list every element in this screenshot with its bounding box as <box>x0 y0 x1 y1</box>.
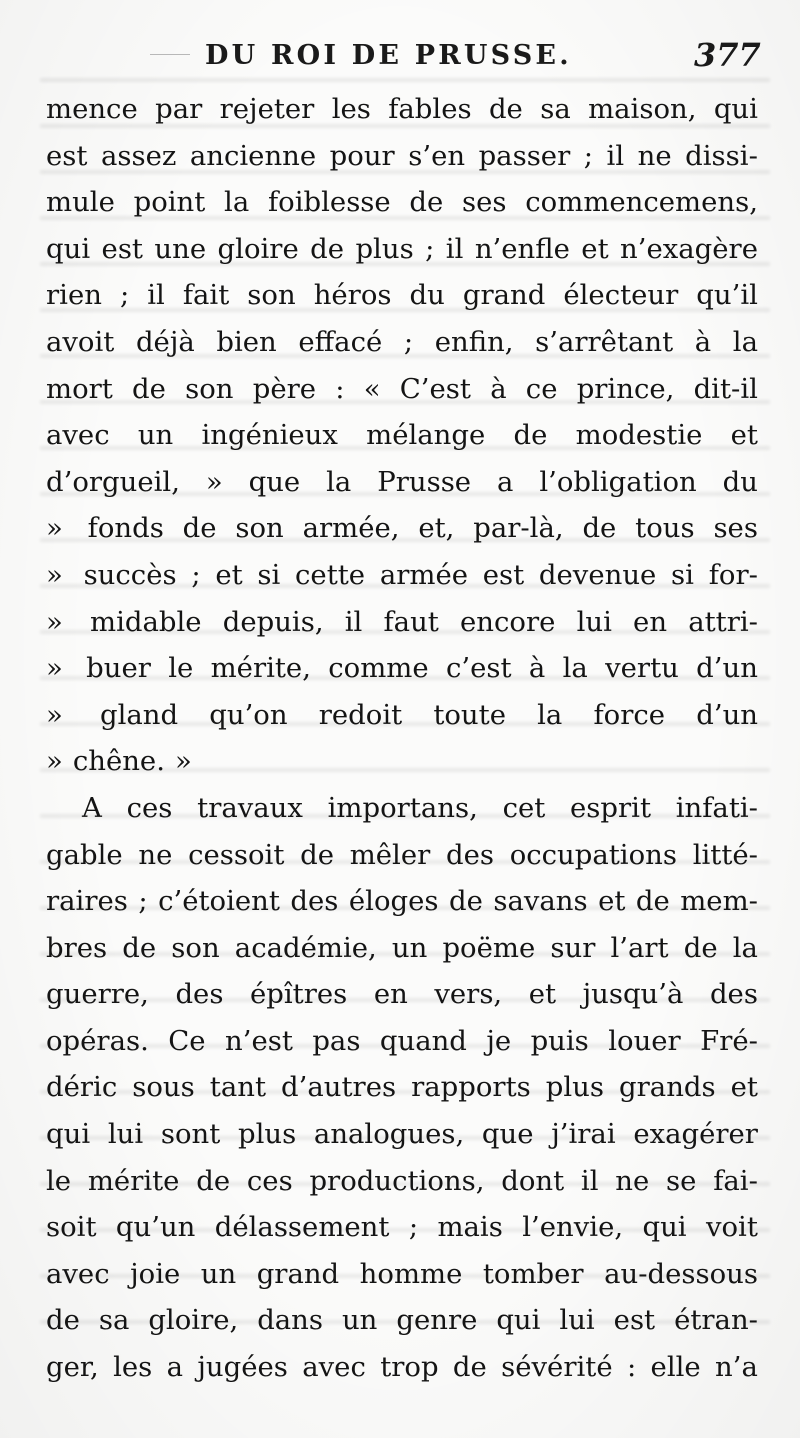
word: la <box>224 186 250 219</box>
word: et <box>581 232 609 265</box>
text-line <box>46 1251 758 1298</box>
word: : <box>335 372 345 405</box>
word: devenue <box>538 558 657 591</box>
word: et <box>730 1071 758 1104</box>
word: sévérité <box>501 1351 613 1384</box>
word: succès <box>83 558 177 591</box>
word: qu’on <box>209 698 288 731</box>
word: plus <box>237 1118 297 1151</box>
word: a <box>166 1351 184 1384</box>
word: se <box>666 1164 697 1197</box>
word: d’un <box>696 652 758 685</box>
word: homme <box>359 1257 463 1290</box>
word: bien <box>216 325 277 358</box>
word: un <box>137 419 174 452</box>
word: » <box>46 512 63 545</box>
text-line <box>46 86 758 133</box>
word: quand <box>379 1024 467 1057</box>
header-dash <box>150 54 190 55</box>
word: ; <box>119 279 130 312</box>
word: ; <box>191 558 201 591</box>
word: et, <box>418 512 455 545</box>
word: le <box>168 652 194 685</box>
word: est <box>482 558 525 591</box>
word: » <box>205 465 223 498</box>
word: par-là, <box>473 512 564 545</box>
word: bres <box>46 931 108 964</box>
word: vers, <box>434 978 503 1011</box>
text-line <box>46 133 758 180</box>
word: à <box>528 652 546 685</box>
text-line <box>46 645 758 692</box>
word: n’enfle <box>474 232 570 265</box>
text-line <box>46 738 758 785</box>
word: d’autres <box>281 1071 397 1104</box>
page-number: 377 <box>694 36 761 74</box>
word: force <box>593 698 666 731</box>
word: sont <box>160 1118 221 1151</box>
word: ne <box>138 838 173 871</box>
word: fait <box>182 279 230 312</box>
word: ; <box>425 232 435 265</box>
word: académie, <box>234 931 377 964</box>
word: de <box>409 186 444 219</box>
word: mule <box>46 186 115 219</box>
word: qui <box>642 1211 687 1244</box>
text-line <box>46 1204 758 1251</box>
word: lui <box>107 1118 144 1151</box>
word: elle <box>650 1351 701 1384</box>
word: sa <box>98 1304 130 1337</box>
word: de <box>46 1304 80 1337</box>
word: avec <box>46 1257 110 1290</box>
word: ; <box>403 325 414 358</box>
word: » <box>46 605 63 638</box>
word: gable <box>46 838 123 871</box>
word: » <box>174 745 192 778</box>
word: il <box>147 279 165 312</box>
word: raires <box>46 885 128 918</box>
word: est <box>101 232 143 265</box>
word: qui <box>713 93 758 125</box>
word: son <box>185 372 234 405</box>
word: ; <box>408 1211 419 1244</box>
word: l’art <box>610 931 669 964</box>
word: joie <box>130 1257 181 1290</box>
word: c’étoient <box>158 885 280 918</box>
word: ne <box>637 139 672 172</box>
word: sur <box>550 931 596 964</box>
word: » <box>46 745 63 778</box>
text-line <box>46 878 758 925</box>
word: mence <box>46 93 138 125</box>
word: sa <box>540 93 571 125</box>
word: mêler <box>349 838 431 871</box>
text-line <box>46 552 758 599</box>
word: d’un <box>696 698 758 731</box>
text-line <box>46 319 758 366</box>
word: déjà <box>135 325 195 358</box>
word: de <box>196 1164 231 1197</box>
word: lui <box>559 1304 595 1337</box>
word: grands <box>619 1071 716 1104</box>
word: l’obligation <box>539 465 697 498</box>
word: infati- <box>675 791 758 824</box>
word: son <box>247 279 296 312</box>
word: mérite, <box>210 652 311 685</box>
word: poëme <box>442 931 536 964</box>
word: A <box>82 791 102 824</box>
word: commencemens, <box>525 186 758 219</box>
word: que <box>248 465 301 498</box>
word: armée <box>379 558 468 591</box>
word: délassement <box>214 1211 390 1244</box>
word: depuis, <box>222 605 324 638</box>
word: guerre, <box>46 978 149 1011</box>
word: maison, <box>588 93 697 125</box>
word: fables <box>388 93 472 125</box>
word: rejeter <box>219 93 315 125</box>
page-header <box>0 36 800 76</box>
word: mort <box>46 372 113 405</box>
word: trop <box>380 1351 439 1384</box>
word: fonds <box>87 512 164 545</box>
word: de <box>452 1351 487 1384</box>
word: de <box>132 372 166 405</box>
word: analogues, <box>313 1118 465 1151</box>
word: et <box>215 558 243 591</box>
word: qui <box>46 1118 91 1151</box>
word: grand <box>256 1257 340 1290</box>
word: étran- <box>674 1304 758 1337</box>
word: ancienne <box>189 139 317 172</box>
word: jugées <box>197 1351 288 1384</box>
word: travaux <box>197 791 303 824</box>
text-line <box>46 1158 758 1205</box>
word: C’est <box>399 372 471 405</box>
word: la <box>732 931 758 964</box>
word: des <box>709 978 758 1011</box>
word: qui <box>496 1304 541 1337</box>
word: tomber <box>482 1257 584 1290</box>
word: n’exagère <box>620 232 758 265</box>
word: héros <box>313 279 392 312</box>
word: prince, <box>576 372 675 405</box>
word: buer <box>86 652 151 685</box>
word: de <box>582 512 617 545</box>
word: comme <box>328 652 429 685</box>
word: for- <box>708 558 758 591</box>
word: n’a <box>715 1351 758 1384</box>
word: je <box>486 1024 512 1057</box>
text-line <box>46 459 758 506</box>
word: de <box>488 93 523 125</box>
word: de <box>310 232 345 265</box>
word: si <box>257 558 281 591</box>
word: en <box>373 978 408 1011</box>
word: occupations <box>509 838 677 871</box>
word: s’en <box>408 139 466 172</box>
word: esprit <box>570 791 652 824</box>
word: Fré- <box>700 1024 758 1057</box>
word: à <box>490 372 507 405</box>
word: ingénieux <box>201 419 338 452</box>
word: l’envie, <box>522 1211 624 1244</box>
word: de <box>448 885 483 918</box>
word: avec <box>302 1351 366 1384</box>
word: a <box>497 465 514 498</box>
word: de <box>635 885 670 918</box>
word: puis <box>530 1024 589 1057</box>
word: un <box>341 1304 378 1337</box>
word: : <box>626 1351 637 1384</box>
word: rien <box>46 279 102 312</box>
word: éloges <box>348 885 439 918</box>
word: si <box>671 558 694 591</box>
word: un <box>391 931 428 964</box>
text-line <box>46 692 758 739</box>
word: savans <box>493 885 588 918</box>
body-text <box>46 86 758 1391</box>
word: gloire <box>217 232 299 265</box>
word: les <box>113 1351 153 1384</box>
word: genre <box>396 1304 478 1337</box>
word: et <box>528 978 557 1011</box>
word: passer <box>478 139 571 172</box>
word: sous <box>132 1071 195 1104</box>
word: n’est <box>225 1024 293 1057</box>
word: de <box>513 419 548 452</box>
word: un <box>200 1257 237 1290</box>
word: père <box>252 372 317 405</box>
text-line <box>46 226 758 273</box>
word: » <box>46 652 63 685</box>
word: par <box>155 93 203 125</box>
word: dit-il <box>693 372 758 405</box>
word: mélange <box>366 419 486 452</box>
word: rapports <box>411 1071 531 1104</box>
word: des <box>175 978 224 1011</box>
word: » <box>46 558 63 591</box>
word: s’arrêtant <box>535 325 674 358</box>
word: louer <box>608 1024 681 1057</box>
word: ger, <box>46 1351 99 1384</box>
word: armée, <box>302 512 400 545</box>
word: en <box>633 605 668 638</box>
text-line <box>46 925 758 972</box>
word: encore <box>460 605 556 638</box>
word: d’orgueil, <box>46 465 180 498</box>
word: que <box>481 1118 534 1151</box>
text-line <box>46 971 758 1018</box>
word: qu’il <box>696 279 758 312</box>
word: productions, <box>309 1164 485 1197</box>
word: plus <box>355 232 414 265</box>
text-line <box>46 1111 758 1158</box>
word: faut <box>383 605 439 638</box>
word: son <box>235 512 284 545</box>
word: mais <box>437 1211 503 1244</box>
word: chêne. <box>72 745 165 778</box>
word: « <box>363 372 381 405</box>
word: voit <box>705 1211 758 1244</box>
word: il <box>445 232 464 265</box>
word: assez <box>100 139 177 172</box>
word: du <box>722 465 758 498</box>
word: avec <box>46 419 110 452</box>
word: ses <box>713 512 758 545</box>
word: il <box>344 605 363 638</box>
word: fai- <box>713 1164 758 1197</box>
word: pour <box>329 139 395 172</box>
text-line <box>46 272 758 319</box>
word: j’irai <box>551 1118 616 1151</box>
word: de <box>122 931 157 964</box>
word: cet <box>502 791 546 824</box>
word: de <box>182 512 217 545</box>
word: des <box>445 838 494 871</box>
text-line <box>46 832 758 879</box>
word: la <box>562 652 588 685</box>
word: grand <box>462 279 546 312</box>
text-line <box>46 366 758 413</box>
word: et <box>730 419 758 452</box>
word: mérite <box>87 1164 180 1197</box>
word: électeur <box>563 279 679 312</box>
text-line <box>46 1064 758 1111</box>
word: soit <box>46 1211 97 1244</box>
word: ; <box>583 139 594 172</box>
word: enfin, <box>434 325 514 358</box>
word: redoit <box>318 698 403 731</box>
word: toute <box>433 698 506 731</box>
word: à <box>694 325 712 358</box>
word: déric <box>46 1071 118 1104</box>
word: épîtres <box>250 978 348 1011</box>
word: jusqu’à <box>582 978 684 1011</box>
word: ne <box>615 1164 650 1197</box>
text-line <box>46 1018 758 1065</box>
word: exagérer <box>633 1118 758 1151</box>
word: une <box>154 232 207 265</box>
word: ses <box>462 186 507 219</box>
text-line <box>46 412 758 459</box>
word: son <box>171 931 220 964</box>
word: vertu <box>605 652 679 685</box>
word: lui <box>576 605 612 638</box>
text-line <box>46 1344 758 1391</box>
word: et <box>598 885 626 918</box>
word: est <box>46 139 88 172</box>
word: Prusse <box>377 465 472 498</box>
word: opéras. <box>46 1024 149 1057</box>
word: le <box>46 1164 72 1197</box>
word: c’est <box>445 652 512 685</box>
word: des <box>290 885 339 918</box>
word: point <box>133 186 206 219</box>
word: ce <box>525 372 558 405</box>
word: au-dessous <box>604 1257 758 1290</box>
word: attri- <box>688 605 758 638</box>
word: du <box>409 279 445 312</box>
word: gloire, <box>148 1304 239 1337</box>
word: de <box>300 838 334 871</box>
word: dissi- <box>685 139 758 172</box>
word: la <box>326 465 352 498</box>
word: ; <box>138 885 148 918</box>
word: cette <box>295 558 366 591</box>
word: cessoit <box>188 838 285 871</box>
word: gland <box>99 698 179 731</box>
word: tant <box>209 1071 267 1104</box>
word: effacé <box>298 325 383 358</box>
word: est <box>613 1304 656 1337</box>
word: dans <box>257 1304 324 1337</box>
word: Ce <box>168 1024 206 1057</box>
word: tous <box>635 512 695 545</box>
word: » <box>46 698 63 731</box>
running-head: DU ROI DE PRUSSE. <box>205 40 572 71</box>
word: qu’un <box>115 1211 196 1244</box>
word: mem- <box>680 885 758 918</box>
text-line <box>46 179 758 226</box>
word: il <box>606 139 625 172</box>
word: modestie <box>575 419 703 452</box>
word: foiblesse <box>267 186 391 219</box>
word: avoit <box>46 325 115 358</box>
word: litté- <box>692 838 758 871</box>
word: la <box>732 325 758 358</box>
word: qui <box>46 232 91 265</box>
word: midable <box>90 605 202 638</box>
word: il <box>580 1164 599 1197</box>
word: ces <box>126 791 173 824</box>
word: les <box>331 93 371 125</box>
text-line <box>46 1297 758 1344</box>
word: ces <box>246 1164 293 1197</box>
text-line <box>46 599 758 646</box>
word: la <box>537 698 563 731</box>
text-line <box>46 785 758 832</box>
word: de <box>683 931 718 964</box>
word: dont <box>501 1164 565 1197</box>
text-line <box>46 505 758 552</box>
word: pas <box>312 1024 361 1057</box>
word: importans, <box>327 791 478 824</box>
word: plus <box>545 1071 605 1104</box>
